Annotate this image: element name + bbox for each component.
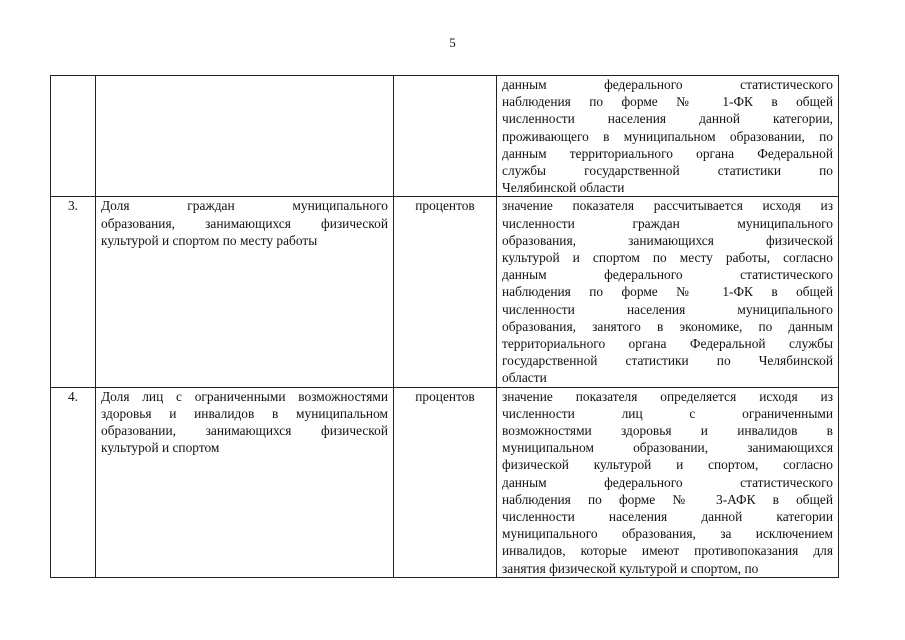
page-number: 5: [449, 35, 456, 50]
desc-line: возможностями здоровья и инвалидов в: [502, 423, 833, 439]
desc-line: территориального органа Федеральной службы: [502, 336, 833, 352]
indicator-name: [96, 197, 394, 387]
desc-line: образования, занятого в экономике, по данным: [502, 318, 833, 334]
desc-line: наблюдения по форме № 1-ФК в общей: [502, 284, 833, 300]
desc-line: численности населения данной категории: [502, 509, 833, 525]
name-line: здоровья и инвалидов в муниципальном: [101, 405, 388, 421]
desc-line: области: [502, 370, 547, 386]
name-line: культурой и спортом: [101, 440, 220, 456]
desc-line: инвалидов, которые имеют противопоказания для: [502, 543, 833, 559]
desc-line: государственной статистики по Челябинской: [502, 353, 833, 369]
unit-of-measure: процентов: [394, 387, 497, 577]
indicators-table: [50, 75, 839, 578]
desc-line: численности граждан муниципального: [502, 215, 833, 231]
name-line: Доля граждан муниципального: [101, 198, 388, 214]
row-number: 4.: [51, 387, 96, 577]
unit-of-measure: процентов: [394, 197, 497, 387]
desc-line: значение показателя рассчитывается исходя из: [502, 198, 833, 214]
desc-line: наблюдения по форме № 1-ФК в общей: [502, 94, 833, 110]
desc-line: муниципальном образовании, занимающихся: [502, 440, 833, 456]
name-line: образования, занимающихся физической: [101, 215, 388, 231]
desc-line: службы государственной статистики по: [502, 163, 833, 179]
indicator-name: [96, 76, 394, 197]
desc-line: проживающего в муниципальном образовании, по: [502, 128, 833, 144]
name-line: культурой и спортом по месту работы: [101, 232, 318, 248]
row-number: [51, 76, 96, 197]
calculation-method: [497, 76, 839, 197]
desc-line: занятия физической культурой и спортом, по: [502, 560, 759, 576]
row-number: 3.: [51, 197, 96, 387]
desc-line: значение показателя определяется исходя из: [502, 388, 833, 404]
calculation-method: [497, 387, 839, 577]
table-row: [51, 76, 839, 197]
desc-line: данным федерального статистического: [502, 77, 833, 92]
desc-line: Челябинской области: [502, 180, 625, 196]
desc-line: наблюдения по форме № 3-АФК в общей: [502, 491, 833, 507]
indicator-name: [96, 387, 394, 577]
desc-line: данным федерального статистического: [502, 267, 833, 283]
table-row: [51, 387, 839, 577]
desc-line: численности населения муниципального: [502, 301, 833, 317]
desc-line: численности лиц с ограниченными: [502, 405, 833, 421]
desc-line: данным территориального органа Федеральной: [502, 145, 833, 161]
desc-line: образования, занимающихся физической: [502, 232, 833, 248]
unit-of-measure: [394, 76, 497, 197]
name-line: образовании, занимающихся физической: [101, 423, 388, 439]
desc-line: численности населения данной категории,: [502, 111, 833, 127]
desc-line: физической культурой и спортом, согласно: [502, 457, 833, 473]
table-row: [51, 197, 839, 387]
calculation-method: [497, 197, 839, 387]
desc-line: культурой и спортом по месту работы, согласно: [502, 250, 833, 266]
desc-line: данным федерального статистического: [502, 474, 833, 490]
desc-line: муниципального образования, за исключением: [502, 526, 833, 542]
name-line: Доля лиц с ограниченными возможностями: [101, 388, 388, 404]
